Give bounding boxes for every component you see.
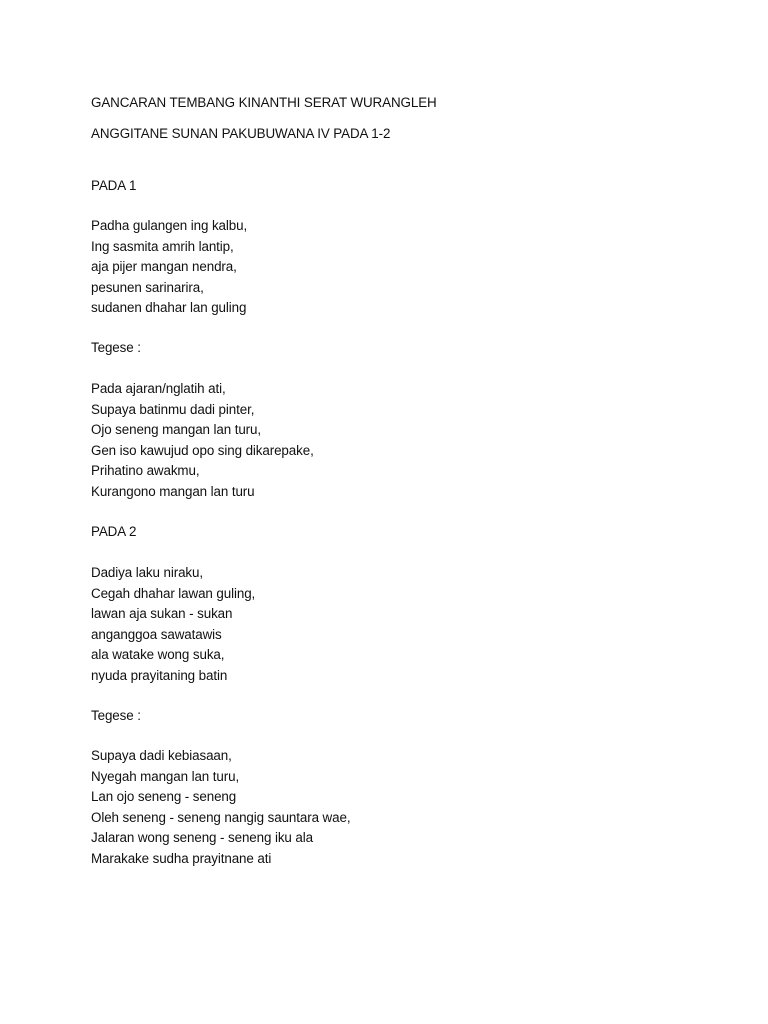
- verse-line: ala watake wong suka,: [91, 647, 225, 662]
- verse-line: lawan aja sukan - sukan: [91, 606, 233, 621]
- pada-2-verse: [91, 563, 255, 686]
- verse-line: anganggoa sawatawis: [91, 626, 222, 642]
- meaning-line: Gen iso kawujud opo sing dikarepake,: [91, 442, 314, 458]
- pada-1-heading: PADA 1: [91, 178, 137, 193]
- document-subtitle: ANGGITANE SUNAN PAKUBUWANA IV PADA 1-2: [91, 126, 391, 141]
- meaning-line: Marakake sudha prayitnane ati: [91, 850, 272, 866]
- pada-1-meaning-label: Tegese :: [91, 340, 141, 355]
- verse-line: Ing sasmita amrih lantip,: [91, 238, 234, 254]
- meaning-line: Nyegah mangan lan turu,: [91, 768, 240, 784]
- verse-line: Dadiya laku niraku,: [91, 565, 203, 580]
- pada-1-meaning: [91, 379, 314, 502]
- meaning-line: Ojo seneng mangan lan turu,: [91, 422, 262, 437]
- pada-2-heading: PADA 2: [91, 524, 137, 539]
- pada-1-verse: [91, 216, 247, 319]
- meaning-line: Prihatino awakmu,: [91, 463, 200, 478]
- document-title: GANCARAN TEMBANG KINANTHI SERAT WURANGLEH: [91, 95, 437, 110]
- pada-2-meaning-label: Tegese :: [91, 708, 141, 723]
- meaning-line: Supaya dadi kebiasaan,: [91, 748, 232, 763]
- meaning-line: Oleh seneng - seneng nangig sauntara wae,: [91, 809, 351, 825]
- verse-line: sudanen dhahar lan guling: [91, 300, 247, 315]
- meaning-line: Pada ajaran/nglatih ati,: [91, 381, 226, 396]
- verse-line: nyuda prayitaning batin: [91, 667, 228, 683]
- meaning-line: Lan ojo seneng - seneng: [91, 789, 237, 804]
- verse-line: Cegah dhahar lawan guling,: [91, 585, 256, 601]
- verse-line: aja pijer mangan nendra,: [91, 259, 237, 274]
- meaning-line: Supaya batinmu dadi pinter,: [91, 401, 255, 417]
- meaning-line: Jalaran wong seneng - seneng iku ala: [91, 830, 313, 845]
- meaning-line: Kurangono mangan lan turu: [91, 483, 255, 499]
- verse-line: Padha gulangen ing kalbu,: [91, 218, 248, 233]
- verse-line: pesunen sarinarira,: [91, 279, 204, 295]
- pada-2-meaning: [91, 746, 350, 869]
